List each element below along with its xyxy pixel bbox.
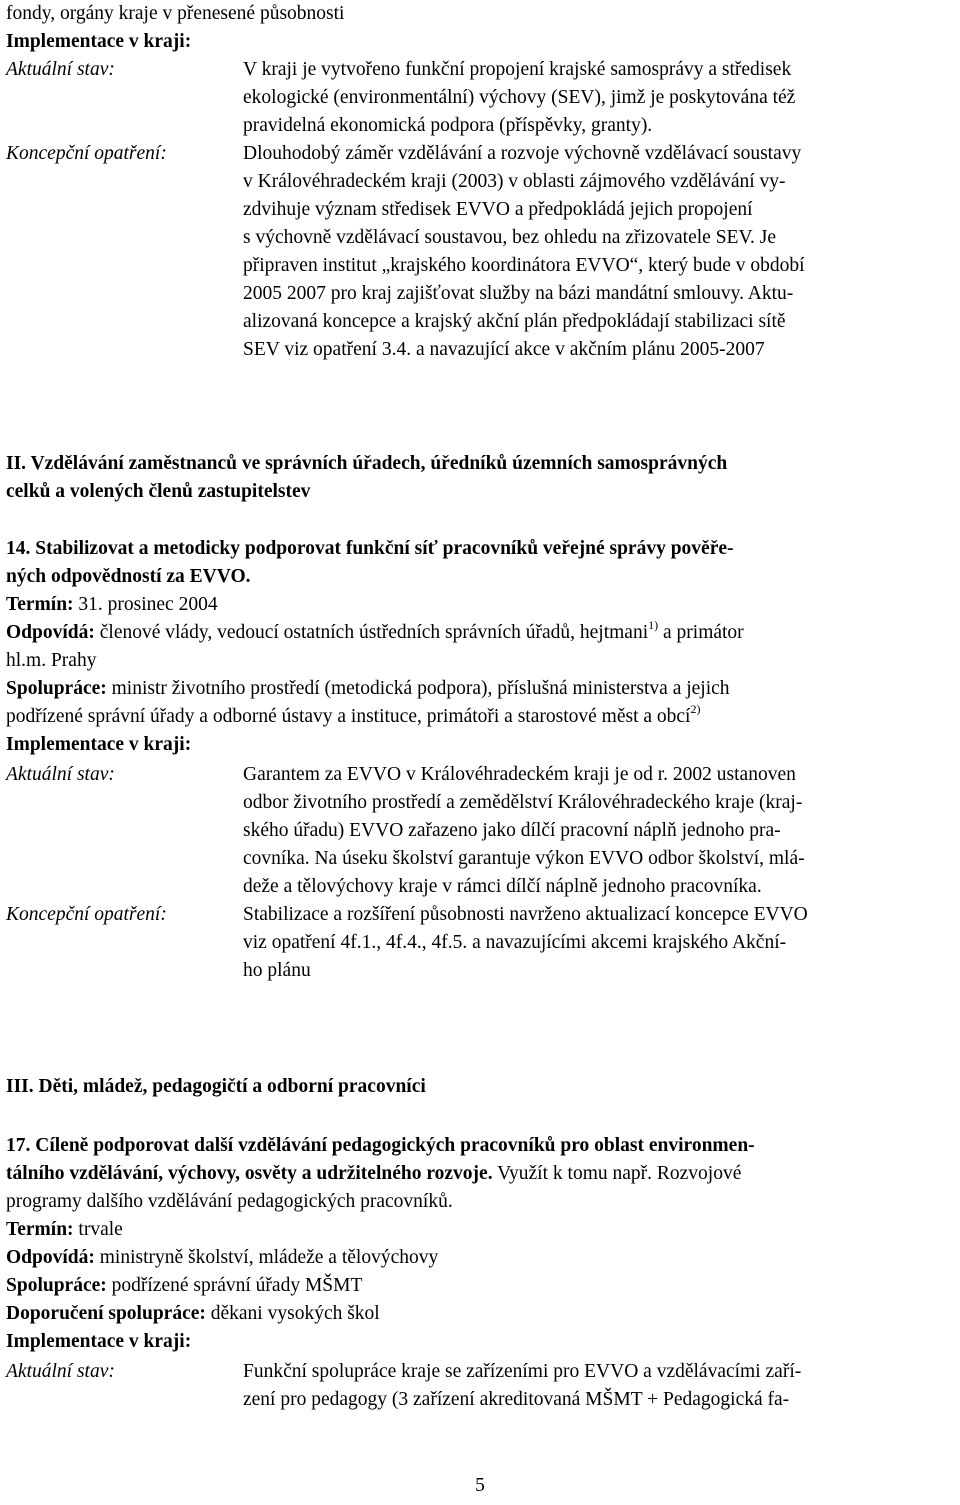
item-17 xyxy=(6,1132,956,1414)
text-line: deže a tělovýchovy kraje v rámci dílčí náplně jednoho pracovníka. xyxy=(243,876,762,897)
deadline-value: trvale xyxy=(78,1219,123,1240)
cooperation-line xyxy=(6,675,956,703)
text-line: zení pro pedagogy (3 zařízení akreditovaná MŠMT + Pedagogická fa- xyxy=(243,1389,790,1410)
responsible-value: ministryně školství, mládeže a tělovýchovy xyxy=(99,1247,439,1268)
text-line: ho plánu xyxy=(243,960,311,981)
current-state-label: Aktuální stav: xyxy=(6,764,115,785)
item-17-title-line-1: 17. Cíleně podporovat další vzdělávání pedagogických pracovníků pro oblast environmen- xyxy=(6,1135,755,1156)
current-state-text xyxy=(243,56,956,140)
deadline-value: 31. prosinec 2004 xyxy=(78,594,218,615)
cooperation-value-2: podřízené správní úřady a odborné ústavy a instituce, primátoři a starostové měst a obcí xyxy=(6,706,691,727)
section-two xyxy=(6,450,956,506)
recommended-cooperation-value: děkani vysokých škol xyxy=(210,1303,380,1324)
text-line: alizovaná koncepce a krajský akční plán předpokládají stabilizaci sítě xyxy=(243,311,786,332)
text-line: SEV viz opatření 3.4. a navazující akce v akčním plánu 2005-2007 xyxy=(243,339,765,360)
current-state-block xyxy=(6,761,956,901)
current-state-text xyxy=(243,1358,956,1414)
deadline-label: Termín: xyxy=(6,594,74,615)
responsible-line xyxy=(6,1244,956,1272)
text-line: V kraji je vytvořeno funkční propojení krajské samosprávy a středisek xyxy=(243,59,792,80)
text-line: Garantem za EVVO v Královéhradeckém kraji je od r. 2002 ustanoven xyxy=(243,764,796,785)
current-state-text xyxy=(243,761,956,901)
text-line: s výchovně vzdělávací soustavou, bez ohledu na zřizovatele SEV. Je xyxy=(243,227,777,248)
implementation-heading: Implementace v kraji: xyxy=(6,31,192,52)
text-line: zdvihuje význam středisek EVVO a předpokládá jejich propojení xyxy=(243,199,753,220)
item-17-title-line-2 xyxy=(6,1160,956,1188)
item-17-title-rest: Využít k tomu např. Rozvojové xyxy=(497,1163,742,1184)
responsible-line-2: hl.m. Prahy xyxy=(6,650,97,671)
text-line: Funkční spolupráce kraje se zařízeními pro EVVO a vzdělávacími zaří- xyxy=(243,1361,802,1382)
recommended-cooperation-label: Doporučení spolupráce: xyxy=(6,1303,206,1324)
footnote-ref: 2) xyxy=(690,701,701,716)
implementation-heading: Implementace v kraji: xyxy=(6,734,192,755)
implementation-heading: Implementace v kraji: xyxy=(6,1331,192,1352)
cooperation-value: ministr životního prostředí (metodická podpora), příslušná ministerstva a jejich xyxy=(111,678,730,699)
text-line: ekologické (environmentální) výchovy (SEV), jimž je poskytována též xyxy=(243,87,796,108)
section-three xyxy=(6,1073,956,1101)
current-state-label: Aktuální stav: xyxy=(6,1361,115,1382)
section-two-heading-line-2: celků a volených členů zastupitelstev xyxy=(6,481,311,502)
deadline-line xyxy=(6,1216,956,1244)
item-17-title-line-3: programy dalšího vzdělávání pedagogických pracovníků. xyxy=(6,1191,453,1212)
text-line: ského úřadu) EVVO zařazeno jako dílčí pracovní náplň jednoho pra- xyxy=(243,820,781,841)
conceptual-measures-block xyxy=(6,140,956,364)
conceptual-measures-label: Koncepční opatření: xyxy=(6,904,167,925)
responsible-label: Odpovídá: xyxy=(6,622,95,643)
cooperation-label: Spolupráce: xyxy=(6,1275,107,1296)
current-state-block xyxy=(6,1358,956,1414)
item-14 xyxy=(6,535,956,985)
cooperation-line-2 xyxy=(6,703,956,731)
section-three-heading: III. Děti, mládež, pedagogičtí a odborní pracovníci xyxy=(6,1076,426,1097)
responsible-value: členové vlády, vedoucí ostatních ústředních správních úřadů, hejtmani xyxy=(99,622,649,643)
deadline-label: Termín: xyxy=(6,1219,74,1240)
text-line: covníka. Na úseku školství garantuje výkon EVVO odbor školství, mlá- xyxy=(243,848,805,869)
conceptual-measures-label: Koncepční opatření: xyxy=(6,143,167,164)
item-17-title-bold: tálního vzdělávání, výchovy, osvěty a udržitelného rozvoje. xyxy=(6,1163,493,1184)
footnote-ref: 1) xyxy=(648,617,659,632)
responsible-line xyxy=(6,619,956,647)
top-section xyxy=(6,0,956,364)
item-14-title-line-1: 14. Stabilizovat a metodicky podporovat funkční síť pracovníků veřejné správy pověře- xyxy=(6,538,734,559)
text-line: odbor životního prostředí a zemědělství Královéhradeckého kraje (kraj- xyxy=(243,792,803,813)
recommended-cooperation-line xyxy=(6,1300,956,1328)
cooperation-value: podřízené správní úřady MŠMT xyxy=(111,1275,363,1296)
text-line: pravidelná ekonomická podpora (příspěvky, granty). xyxy=(243,115,653,136)
cooperation-label: Spolupráce: xyxy=(6,678,107,699)
text-line: viz opatření 4f.1., 4f.4., 4f.5. a navazujícími akcemi krajského Akční- xyxy=(243,932,787,953)
conceptual-measures-block xyxy=(6,901,956,985)
page-number: 5 xyxy=(475,1475,485,1496)
item-14-title-line-2: ných odpovědností za EVVO. xyxy=(6,566,251,587)
text-line: připraven institut „krajského koordinátora EVVO“, který bude v období xyxy=(243,255,805,276)
conceptual-measures-text xyxy=(243,140,956,364)
text-line: Stabilizace a rozšíření působnosti navrženo aktualizací koncepce EVVO xyxy=(243,904,808,925)
current-state-label: Aktuální stav: xyxy=(6,59,115,80)
cooperation-line xyxy=(6,1272,956,1300)
current-state-block xyxy=(6,56,956,140)
responsible-tail: a primátor xyxy=(663,622,744,643)
section-two-heading-line-1: II. Vzdělávání zaměstnanců ve správních úřadech, úředníků územních samosprávných xyxy=(6,453,728,474)
deadline-line xyxy=(6,591,956,619)
intro-line: fondy, orgány kraje v přenesené působnosti xyxy=(6,3,345,24)
responsible-label: Odpovídá: xyxy=(6,1247,95,1268)
text-line: Dlouhodobý záměr vzdělávání a rozvoje výchovně vzdělávací soustavy xyxy=(243,143,802,164)
text-line: 2005 2007 pro kraj zajišťovat služby na bázi mandátní smlouvy. Aktu- xyxy=(243,283,794,304)
conceptual-measures-text xyxy=(243,901,956,985)
text-line: v Královéhradeckém kraji (2003) v oblasti zájmového vzdělávání vy- xyxy=(243,171,786,192)
